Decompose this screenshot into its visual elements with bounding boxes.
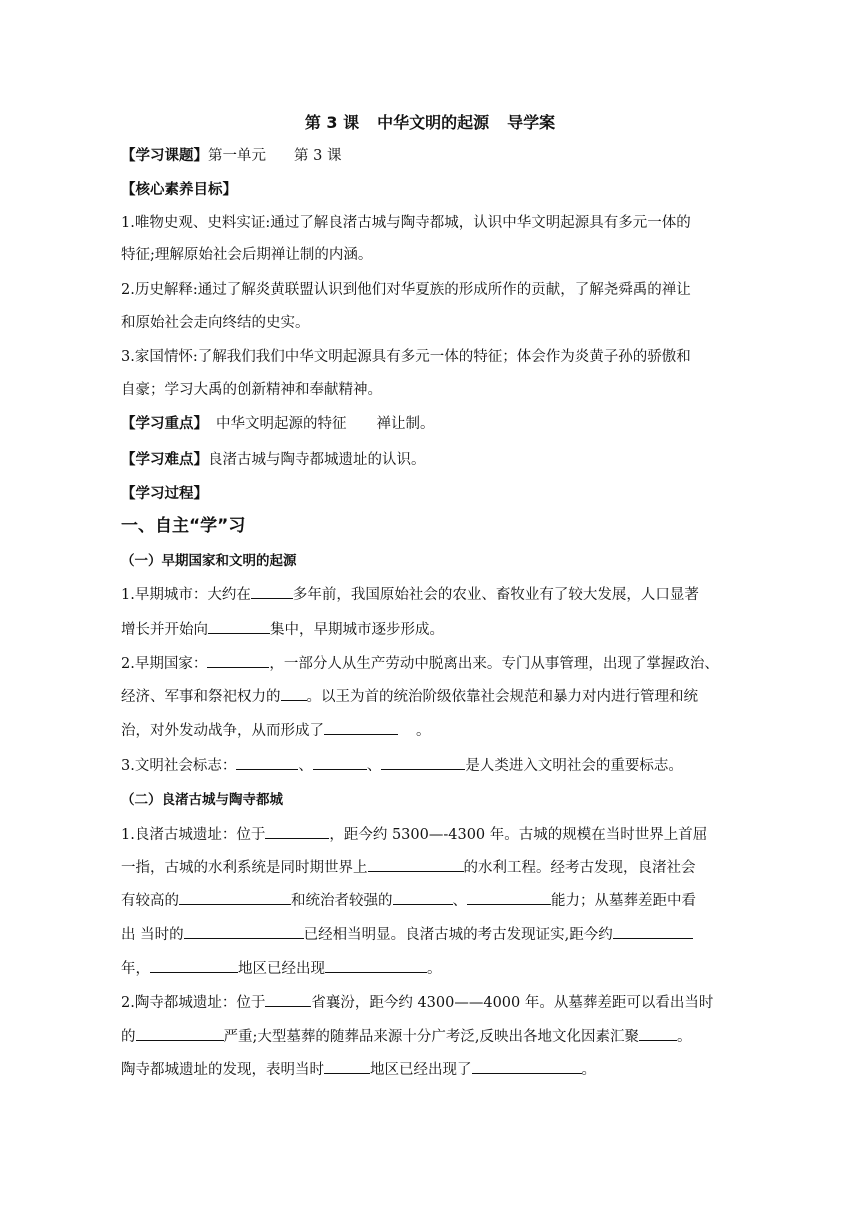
q5-text: 严重;大型墓葬的随葬品来源十分广考泛,反映出各地文化因素汇聚: [223, 1029, 639, 1045]
fill-blank[interactable]: [639, 1026, 677, 1041]
q1-line-a: [121, 584, 741, 605]
q5-text: 。: [581, 1062, 596, 1078]
topic-unit: 第一单元: [208, 148, 266, 164]
q4-text: 已经相当明显。良渚古城的考古发现证实,距今约: [303, 927, 613, 943]
q2-text: ，一部分人从生产劳动中脱离出来。专门从事管理，出现了掌握政治、: [269, 656, 719, 672]
q2-text: 经济、军事和祭祀权力的: [121, 689, 281, 705]
fill-blank[interactable]: [251, 584, 293, 599]
q2-text: 治，对外发动战争，从而形成了: [121, 723, 324, 739]
q3-line: [121, 755, 741, 776]
goal-2-line-a: 2.历史解释:通过了解炎黄联盟认识到他们对华夏族的形成所作的贡献，了解尧舜禹的禅让: [121, 282, 691, 298]
q4-text: 年，: [121, 961, 150, 977]
fill-blank[interactable]: [613, 924, 693, 939]
fill-blank[interactable]: [324, 1059, 370, 1074]
q3-separator: 、: [298, 758, 313, 774]
q2-line-b: [121, 686, 741, 707]
fill-blank[interactable]: [472, 1059, 582, 1074]
fill-blank[interactable]: [208, 619, 270, 634]
q1-text: 集中，早期城市逐步形成。: [270, 622, 444, 638]
fill-blank[interactable]: [136, 1026, 224, 1041]
q4-text: 出 当时的: [121, 927, 184, 943]
title-type: 导学案: [507, 113, 556, 132]
q4-text: 、: [452, 893, 467, 909]
subsection-1-heading: （一）早期国家和文明的起源: [121, 553, 297, 569]
fill-blank[interactable]: [179, 890, 291, 905]
fill-blank[interactable]: [325, 958, 427, 973]
q3-text: 3.文明社会标志：: [121, 758, 237, 774]
process-heading: 【学习过程】: [121, 486, 208, 502]
difficulty-line: [121, 450, 741, 470]
q2-text: 。: [416, 723, 431, 739]
q5-text: 陶寺都城遗址的发现，表明当时: [121, 1062, 324, 1078]
q5-line-a: [121, 992, 741, 1013]
q3-text: 是人类进入文明社会的重要标志。: [465, 758, 683, 774]
q5-text: 省襄汾，距今约 4300——4000 年。从墓葬差距可以看出当时: [311, 995, 714, 1011]
core-goals-heading: 【核心素养目标】: [121, 182, 237, 198]
q4-text: 的水利工程。经考古发现，良渚社会: [463, 860, 696, 876]
fill-blank[interactable]: [184, 924, 304, 939]
q1-text: 1.早期城市：大约在: [121, 587, 251, 603]
section-1-heading: 一、自主“学”习: [121, 516, 246, 536]
fill-blank[interactable]: [324, 720, 398, 735]
q4-text: 1.良渚古城遗址：位于: [121, 827, 266, 843]
q4-text: 有较高的: [121, 893, 179, 909]
fill-blank[interactable]: [368, 857, 464, 872]
q1-text: 增长并开始向: [121, 622, 208, 638]
difficulty-text: 良渚古城与陶寺都城遗址的认识。: [208, 452, 426, 468]
q5-text: 的: [121, 1029, 136, 1045]
goal-3-line-a: 3.家国情怀:了解我们我们中华文明起源具有多元一体的特征；体会作为炎黄子孙的骄傲和: [121, 349, 691, 365]
difficulty-label: 【学习难点】: [121, 452, 208, 468]
topic-line: [121, 146, 741, 166]
q4-line-a: [121, 824, 741, 845]
q5-text: 2.陶寺都城遗址：位于: [121, 995, 266, 1011]
page-title: [0, 110, 860, 133]
q3-separator: 、: [366, 758, 382, 774]
q4-line-b: [121, 857, 741, 878]
q5-line-c: [121, 1059, 741, 1080]
q1-text: 多年前，我国原始社会的农业、畜牧业有了较大发展，人口显著: [292, 587, 699, 603]
q5-line-b: [121, 1026, 741, 1047]
fill-blank[interactable]: [265, 992, 311, 1007]
goal-1-line-a: 1.唯物史观、史料实证:通过了解良渚古城与陶寺都城，认识中华文明起源具有多元一体的: [121, 215, 691, 231]
q4-line-c: [121, 890, 741, 911]
topic-lesson: 第 3 课: [294, 148, 342, 164]
key-point-b: 禅让制。: [376, 416, 435, 432]
title-lesson: 第 3 课: [304, 113, 360, 132]
q2-text: 。以王为首的统治阶级依靠社会规范和暴力对内进行管理和统: [306, 689, 698, 705]
q2-line-a: [121, 653, 741, 674]
fill-blank[interactable]: [265, 824, 329, 839]
key-points-label: 【学习重点】: [121, 416, 208, 432]
q1-line-b: [121, 619, 741, 640]
fill-blank[interactable]: [313, 755, 367, 770]
q4-line-e: [121, 958, 741, 979]
q5-text: 。: [677, 1029, 692, 1045]
goal-3-line-b: 自豪；学习大禹的创新精神和奉献精神。: [121, 382, 382, 398]
fill-blank[interactable]: [381, 755, 465, 770]
q2-text: 2.早期国家：: [121, 656, 208, 672]
fill-blank[interactable]: [207, 653, 269, 668]
fill-blank[interactable]: [281, 686, 307, 701]
q2-line-c: [121, 720, 741, 741]
goal-1-line-b: 特征;理解原始社会后期禅让制的内涵。: [121, 247, 373, 263]
fill-blank[interactable]: [150, 958, 238, 973]
q5-text: 地区已经出现了: [370, 1062, 472, 1078]
q4-text: 一指，古城的水利系统是同时期世界上: [121, 860, 368, 876]
key-point-a: 中华文明起源的特征: [216, 416, 347, 432]
q4-line-d: [121, 924, 741, 945]
fill-blank[interactable]: [393, 890, 453, 905]
key-points-line: [121, 414, 741, 434]
fill-blank[interactable]: [467, 890, 551, 905]
q4-text: ，距今约 5300—-4300 年。古城的规模在当时世界上首屈: [329, 827, 708, 843]
fill-blank[interactable]: [236, 755, 298, 770]
q4-text: 能力；从墓葬差距中看: [551, 893, 696, 909]
q4-text: 。: [427, 961, 442, 977]
q4-text: 和统治者较强的: [291, 893, 393, 909]
title-main: 中华文明的起源: [377, 113, 490, 132]
goal-2-line-b: 和原始社会走向终结的史实。: [121, 315, 310, 331]
topic-label: 【学习课题】: [121, 148, 208, 164]
subsection-2-heading: （二）良渚古城与陶寺都城: [121, 792, 283, 808]
q4-text: 地区已经出现: [238, 961, 325, 977]
